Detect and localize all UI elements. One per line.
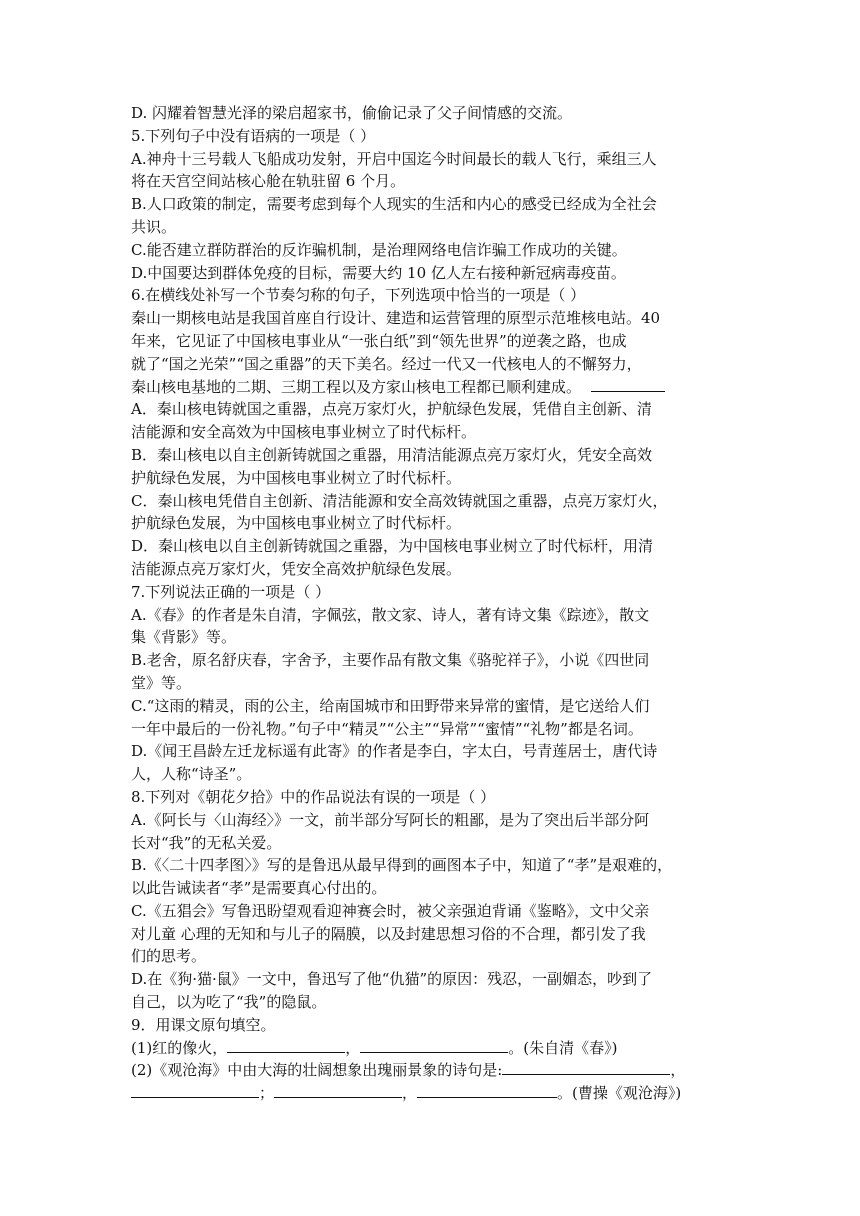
text-line: 们的思考。: [131, 947, 207, 966]
text-line: 护航绿色发展，为中国核电事业树立了时代标杆。: [131, 514, 462, 533]
text-line: 洁能源和安全高效为中国核电事业树立了时代标杆。: [131, 423, 477, 442]
text-line: A.《阿长与〈山海经〉》一文，前半部分写阿长的粗鄙，是为了突出后半部分阿: [131, 810, 650, 829]
text-line: 8.下列对《朝花夕拾》中的作品说法有误的一项是（ ）: [131, 787, 496, 806]
text-line: [131, 376, 731, 399]
text-line: 长对“我”的无私关爱。: [131, 833, 282, 852]
fill-prefix: (2)《观沧海》中由大海的壮阔想象出瑰丽景象的诗句是:: [131, 1061, 503, 1080]
fill-suffix: 。(朱自清《春》): [508, 1038, 618, 1057]
fill-line-1: [131, 1037, 731, 1060]
answer-blank[interactable]: [131, 1083, 259, 1098]
text-line: 集《背影》等。: [131, 628, 237, 647]
text-line: 共识。: [131, 217, 177, 236]
fill-separator: ，: [345, 1038, 361, 1057]
text-line: C.《五猖会》写鲁迅盼望观看迎神赛会时，被父亲强迫背诵《鉴略》，文中父亲: [131, 901, 650, 920]
document-page: [131, 102, 731, 1105]
text-line: B.人口政策的制定，需要考虑到每个人现实的生活和内心的感受已经成为全社会: [131, 195, 657, 214]
fill-separator: ，: [402, 1084, 418, 1103]
fill-suffix: 。(曹操《观沧海》): [557, 1084, 682, 1103]
text-line: 6.在横线处补写一个节奏匀称的句子，下列选项中恰当的一项是（ ）: [131, 286, 586, 305]
text-line: B.老舍，原名舒庆春，字舍予，主要作品有散文集《骆驼祥子》，小说《四世同: [131, 651, 650, 670]
text-line: D. 闪耀着智慧光泽的梁启超家书，偷偷记录了父子间情感的交流。: [131, 104, 573, 122]
text-line: B．秦山核电以自主创新铸就国之重器，用清洁能源点亮万家灯火，凭安全高效: [131, 445, 653, 464]
text-line: 护航绿色发展，为中国核电事业树立了时代标杆。: [131, 468, 462, 487]
text-line: C.能否建立群防群治的反诈骗机制，是治理网络电信诈骗工作成功的关键。: [131, 240, 627, 259]
text-line: C．秦山核电凭借自主创新、清洁能源和安全高效铸就国之重器，点亮万家灯火，: [131, 491, 668, 510]
text-line: A.神舟十三号载人飞船成功发射，开启中国迄今时间最长的载人飞行，乘组三人: [131, 149, 657, 168]
text-line: 年来，它见证了中国核电事业从“一张白纸”到“领先世界”的逆袭之路，也成: [131, 331, 627, 350]
fill-separator: ，: [670, 1061, 686, 1080]
fill-prefix: (1)红的像火，: [131, 1038, 228, 1057]
text-line: 自己，以为吃了“我”的隐鼠。: [131, 993, 327, 1012]
text-line: 9．用课文原句填空。: [131, 1015, 276, 1034]
text-line: 就了“国之光荣”“国之重器”的天下美名。经过一代又一代核电人的不懈努力，: [131, 354, 642, 373]
text-line-content: 秦山核电基地的二期、三期工程以及方家山核电工程都已顺利建成。: [131, 377, 582, 396]
question-text: [131, 102, 731, 1037]
text-line: D．秦山核电以自主创新铸就国之重器，为中国核电事业树立了时代标杆，用清: [131, 537, 654, 556]
text-line: B.《〈二十四孝图〉》写的是鲁迅从最早得到的画图本子中，知道了“孝”是艰难的，: [131, 856, 673, 875]
answer-blank[interactable]: [591, 377, 665, 392]
fill-separator: ；: [259, 1084, 275, 1103]
text-line: A．秦山核电铸就国之重器，点亮万家灯火，护航绿色发展，凭借自主创新、清: [131, 400, 652, 419]
fill-line-2: [131, 1059, 731, 1082]
answer-blank[interactable]: [360, 1038, 508, 1053]
answer-blank[interactable]: [227, 1038, 345, 1053]
text-line: 对儿童 心理的无知和与儿子的隔膜，以及封建思想习俗的不合理，都引发了我: [131, 924, 646, 943]
text-line: D.在《狗·猫·鼠》一文中，鲁迅写了他“仇猫”的原因：残忍，一副媚态，吵到了: [131, 970, 653, 989]
text-line: 人，人称“诗圣”。: [131, 765, 252, 784]
text-line: 洁能源点亮万家灯火，凭安全高效护航绿色发展。: [131, 559, 462, 578]
text-line: A.《春》的作者是朱自清，字佩弦，散文家、诗人，著有诗文集《踪迹》，散文: [131, 605, 650, 624]
text-line: 秦山一期核电站是我国首座自行设计、建造和运营管理的原型示范堆核电站。40: [131, 309, 661, 328]
text-line: 堂》等。: [131, 673, 192, 692]
text-line: D.《闻王昌龄左迁龙标遥有此寄》的作者是李白，字太白，号青莲居士，唐代诗: [131, 742, 658, 761]
answer-blank[interactable]: [274, 1083, 402, 1098]
text-line: D.中国要达到群体免疫的目标，需要大约 10 亿人左右接种新冠病毒疫苗。: [131, 263, 626, 282]
answer-blank[interactable]: [502, 1060, 670, 1075]
text-line: 以此告诫读者“孝”是需要真心付出的。: [131, 879, 387, 898]
fill-line-3: [131, 1082, 731, 1105]
text-line: 7.下列说法正确的一项是（ ）: [131, 582, 331, 601]
text-line: C.“这雨的精灵，雨的公主，给南国城市和田野带来异常的蜜情，是它送给人们: [131, 696, 650, 715]
text-line: 将在天宫空间站核心舱在轨驻留 6 个月。: [131, 172, 406, 191]
text-line: 5.下列句子中没有语病的一项是（ ）: [131, 126, 376, 145]
text-line: 一年中最后的一份礼物。”句子中“精灵”“公主”“异常”“蜜情”“礼物”都是名词。: [131, 719, 643, 738]
answer-blank[interactable]: [417, 1083, 557, 1098]
